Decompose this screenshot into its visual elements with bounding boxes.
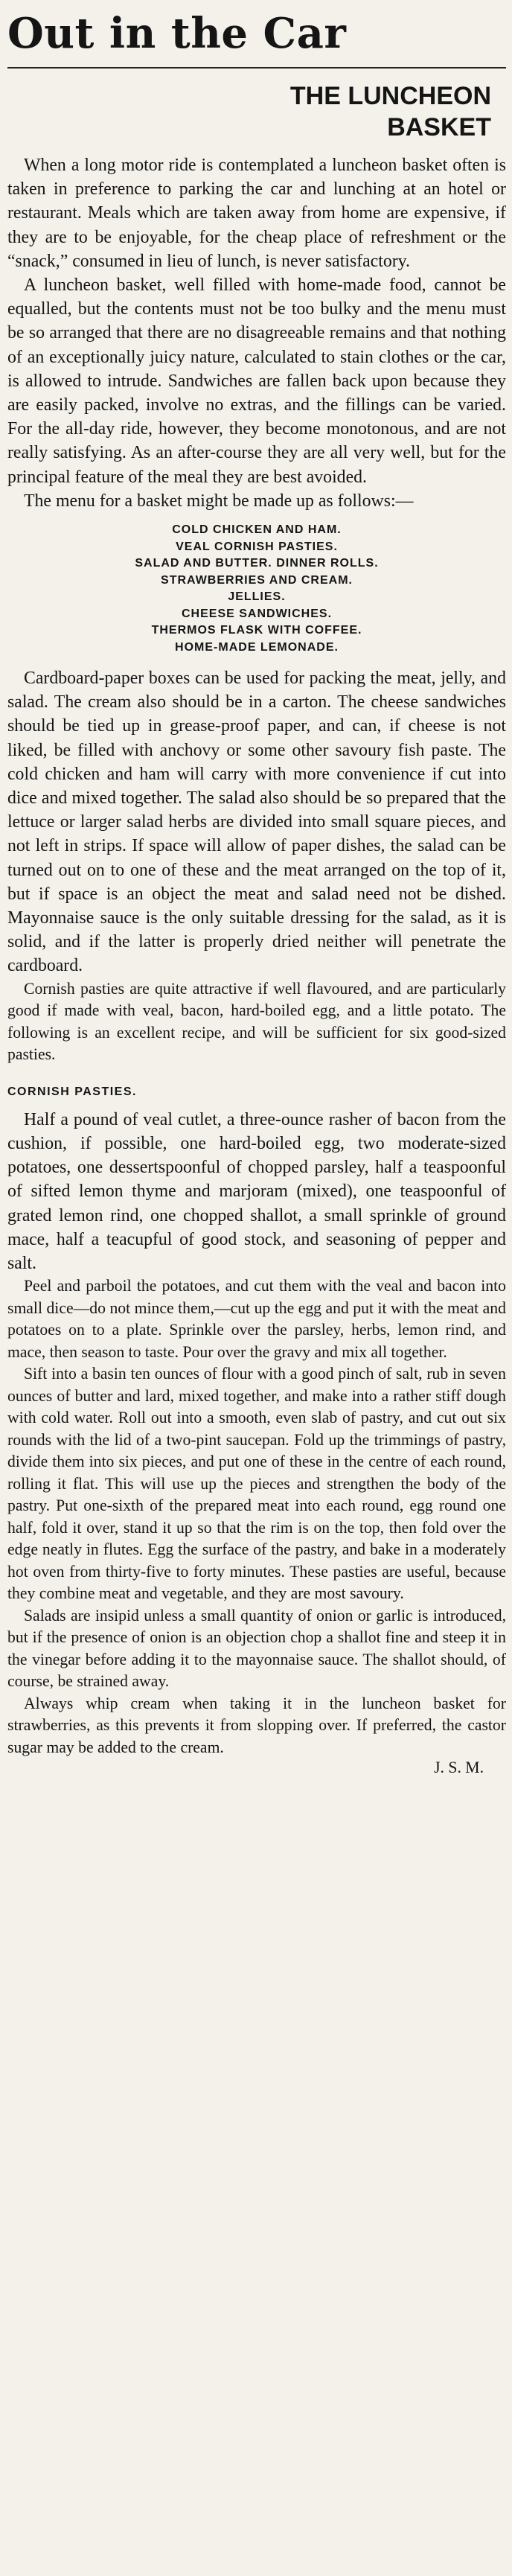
menu-item: CHEESE SANDWICHES. <box>181 607 333 620</box>
paragraph-intro: When a long motor ride is contemplated a luncheon basket often is taken in preference to parking the car and lunching at an hotel or restaurant. Meals which are taken away from home are expensive, if they are to be enjoyable, for the cheap place of refreshment or the “snack,” consumed in lieu of lunch, is never satisfactory. <box>7 156 506 271</box>
menu-list <box>7 522 506 656</box>
menu-item: HOME-MADE LEMONADE. <box>175 640 339 654</box>
paragraph-method-filling: Peel and parboil the potatoes, and cut them with the veal and bacon into small dice—do not mince them,—cut up the egg and put it with the meat and potatoes on to a plate. Sprinkle over the parsley, herbs, lemon rind, and mace, then season to taste. Pour over the gravy and mix all together. <box>7 1277 506 1361</box>
subhead-line-2: BASKET <box>387 113 491 141</box>
menu-item: THERMOS FLASK WITH COFFEE. <box>151 624 362 637</box>
subhead-line-1: THE LUNCHEON <box>289 82 491 110</box>
recipe-title: CORNISH PASTIES. <box>7 1085 137 1098</box>
headline-rule <box>7 67 506 68</box>
paragraph-menu-intro: The menu for a basket might be made up as follows:— <box>24 491 414 511</box>
paragraph-packing: Cardboard-paper boxes can be used for packing the meat, jelly, and salad. The cream also should be in a carton. The cheese sandwiches should be tied up in grease-proof paper, and can, if cheese is not liked, be filled with anchovy or some other savoury fish paste. The cold chicken and ham will carry with more convenience if cut into dice and mixed together. The salad also should be so prepared that the lettuce or larger salad herbs are divided into small square pieces, and not left in strips. If space will allow of paper dishes, the salad can be turned out on to one of these and the meat arranged on the top of it, but if space is an object the meat and salad need not be dished. Mayonnaise sauce is the only suitable dressing for the salad, as it is solid, and if the latter is properly dried neither will penetrate the cardboard. <box>7 669 506 976</box>
headline: Out in the Car <box>7 9 347 58</box>
menu-item: STRAWBERRIES AND CREAM. <box>161 573 353 587</box>
paragraph-pasties-intro: Cornish pasties are quite attractive if well flavoured, and are particularly good if made with veal, bacon, hard-boiled egg, and a little potato. The following is an excellent recipe, and will be sufficient for six good-sized pasties. <box>7 979 506 1064</box>
menu-item: VEAL CORNISH PASTIES. <box>176 540 338 553</box>
menu-item: COLD CHICKEN AND HAM. <box>172 523 342 537</box>
paragraph-ingredients: Half a pound of veal cutlet, a three-ounce rasher of bacon from the cushion, if possible, one hard-boiled egg, two moderate-sized potatoes, one dessertspoonful of chopped parsley, half a teaspoonful of sifted lemon thyme and marjoram (mixed), one teaspoonful of grated lemon rind, one chopped shallot, a small sprinkle of ground mace, half a teacupful of good stock, and seasoning of pepper and salt. <box>7 1109 506 1273</box>
paragraph-method-pastry: Sift into a basin ten ounces of flour with a good pinch of salt, rub in seven ounces of butter and lard, mixed together, and make into a rather stiff dough with cold water. Roll out into a smooth, even slab of pastry, and cut out six rounds with the lid of a two-pint saucepan. Fold up the trimmings of pastry, divide them into six pieces, and put one of these in the centre of each round, rolling it flat. This will use up the pieces and strengthen the body of the pastry. Put one-sixth of the prepared meat into each round, egg round one half, fold it over, stand it up so that the rim is on the top, then fold over the edge neatly in flutes. Egg the surface of the pastry, and bake in a moderately hot oven from thirty-five to forty minutes. These pasties are useful, because they combine meat and vegetable, and they are most savoury. <box>7 1365 506 1603</box>
paragraph-basket: A luncheon basket, well filled with home-made food, cannot be equalled, but the contents must not be too bulky and the menu must be so arranged that there are no disagreeable remains and that nothing of an exceptionally juicy nature, calculated to stain clothes or the car, is allowed to intrude. Sandwiches are fallen back upon because they are easily packed, involve no extras, and the fillings can be varied. For the all-day ride, however, they become monotonous, and are not really satisfying. As an after-course they are all very well, but for the principal feature of the meal they are best avoided. <box>7 275 506 487</box>
signature: J. S. M. <box>434 1759 484 1777</box>
menu-item: JELLIES. <box>228 590 286 604</box>
newspaper-column <box>7 0 506 2576</box>
paragraph-salads: Salads are insipid unless a small quantity of onion or garlic is introduced, but if the presence of onion is an objection chop a shallot fine and steep it in the vinegar before adding it to the mayonnaise sauce. The shallot should, of course, be strained away. <box>7 1606 506 1691</box>
paragraph-cream: Always whip cream when taking it in the luncheon basket for strawberries, as this prevents it from slopping over. If preferred, the castor sugar may be added to the cream. <box>7 1694 506 1756</box>
menu-item: SALAD AND BUTTER. DINNER ROLLS. <box>135 557 379 570</box>
subhead <box>7 80 491 143</box>
